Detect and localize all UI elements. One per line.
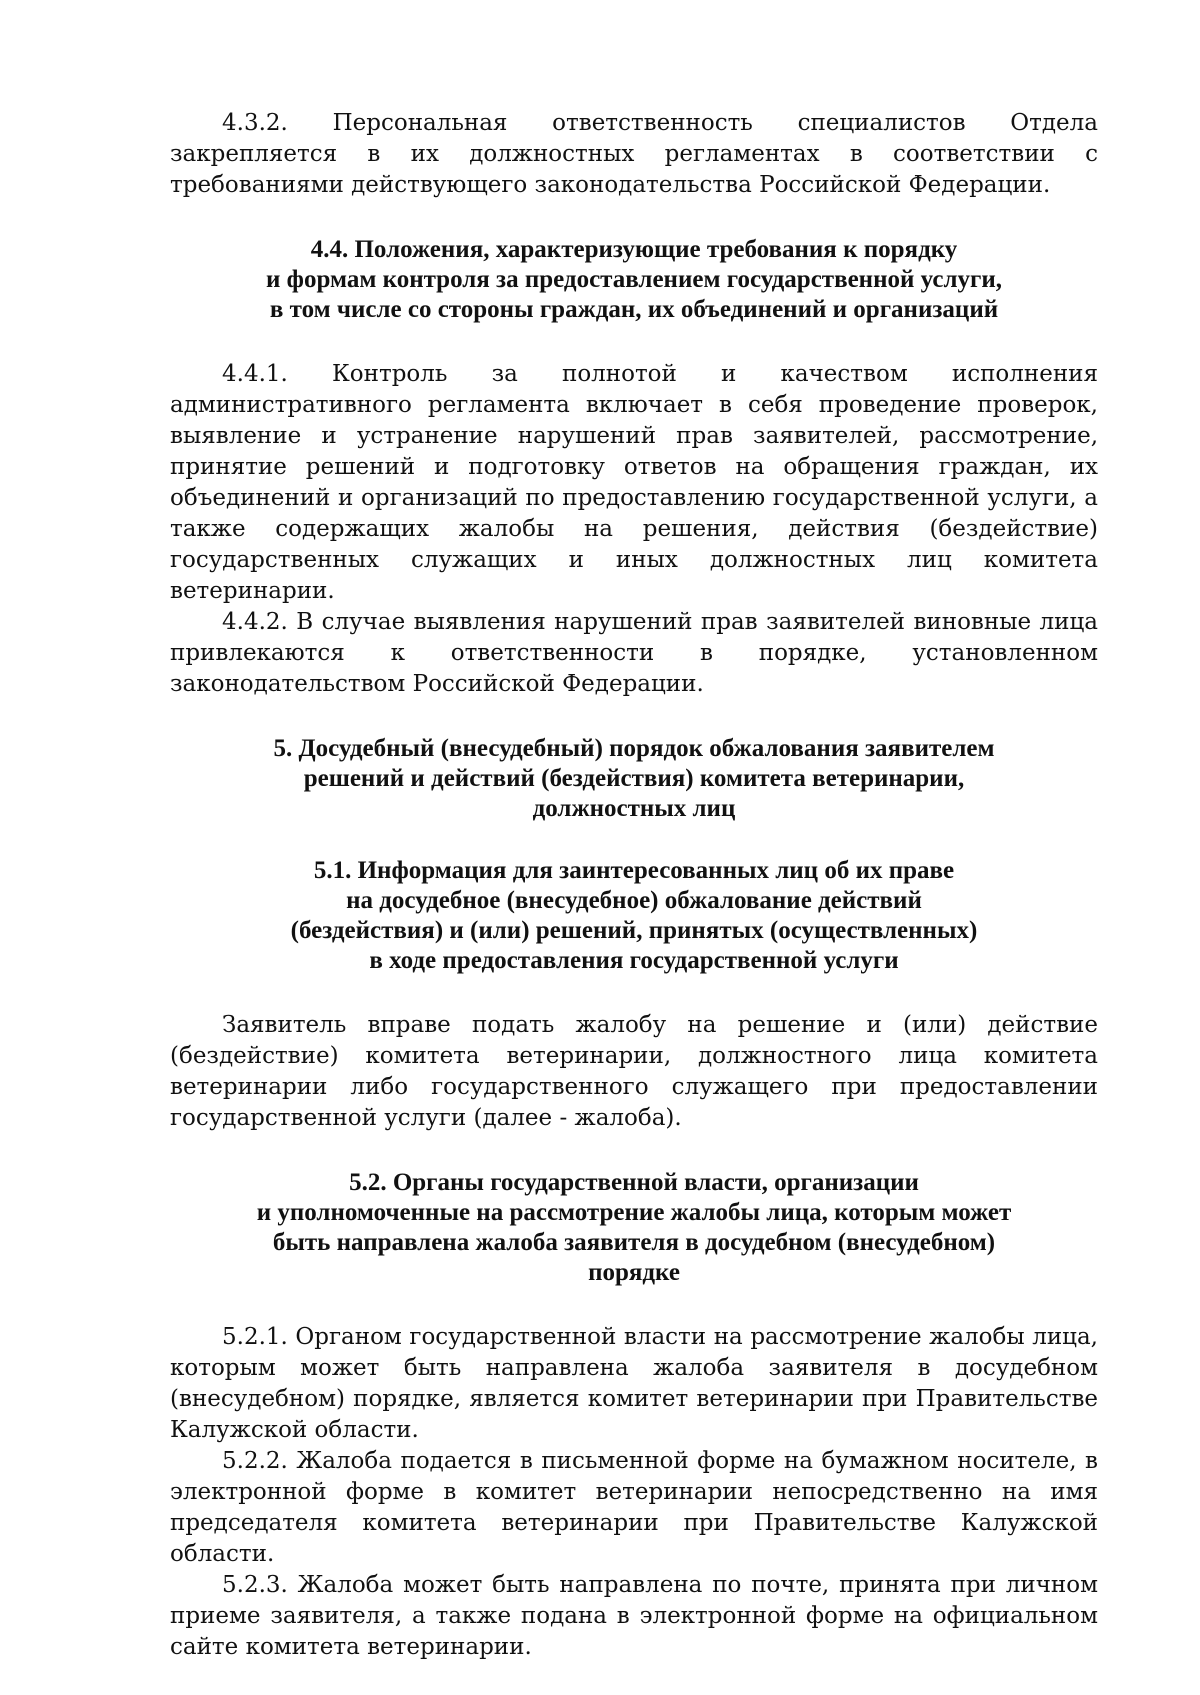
heading-5-2-line-3: быть направлена жалоба заявителя в досудебном (внесудебном) [272, 1229, 996, 1256]
heading-5-2-line-2: и уполномоченные на рассмотрение жалобы лица, которым может [256, 1199, 1012, 1226]
heading-5-1-line-1: 5.1. Информация для заинтересованных лиц об их праве [313, 857, 955, 884]
heading-5-line-3: должностных лиц [532, 795, 736, 822]
paragraph-4-4-2: 4.4.2. В случае выявления нарушений прав заявителей виновные лица привлекаются к ответственности в порядке, установленном законодательством Российской Федерации. [170, 609, 1098, 697]
heading-4-4 [170, 235, 1098, 325]
paragraph-5-1: Заявитель вправе подать жалобу на решение и (или) действие (бездействие) комитета ветеринарии, должностного лица комитета ветеринарии либо государственного служащего при предоставлении государственной услуги (далее - жалоба). [170, 1012, 1098, 1131]
heading-5-1-line-4: в ходе предоставления государственной услуги [369, 947, 899, 974]
heading-4-4-line-3: в том числе со стороны граждан, их объединений и организаций [269, 296, 999, 323]
heading-5-2-line-4: порядке [588, 1259, 680, 1286]
paragraph-4-4-1: 4.4.1. Контроль за полнотой и качеством исполнения административного регламента включает в себя проведение проверок, выявление и устранение нарушений прав заявителей, рассмотрение, принятие решений и подготовку ответов на обращения граждан, их объединений и организаций по предоставлению государственной услуги, а также содержащих жалобы на решения, действия (бездействие) государственных служащих и иных должностных лиц комитета ветеринарии. [170, 361, 1098, 604]
paragraph-5-2-3: 5.2.3. Жалоба может быть направлена по почте, принята при личном приеме заявителя, а также подана в электронной форме на официальном сайте комитета ветеринарии. [170, 1572, 1098, 1660]
heading-5-2-line-1: 5.2. Органы государственной власти, организации [349, 1169, 919, 1196]
heading-5-1-line-3: (бездействия) и (или) решений, принятых (осуществленных) [290, 917, 978, 944]
heading-5-2 [170, 1168, 1098, 1288]
heading-5-1 [170, 856, 1098, 976]
paragraph-5-2-1: 5.2.1. Органом государственной власти на рассмотрение жалобы лица, которым может быть направлена жалоба заявителя в досудебном (внесудебном) порядке, является комитет ветеринарии при Правительстве Калужской области. [170, 1324, 1098, 1443]
paragraph-5-2-2: 5.2.2. Жалоба подается в письменной форме на бумажном носителе, в электронной форме в комитет ветеринарии непосредственно на имя председателя комитета ветеринарии при Правительстве Калужской области. [170, 1448, 1098, 1567]
paragraph-4-3-2: 4.3.2. Персональная ответственность специалистов Отдела закрепляется в их должностных регламентах в соответствии с требованиями действующего законодательства Российской Федерации. [170, 110, 1098, 198]
heading-4-4-line-2: и формам контроля за предоставлением государственной услуги, [266, 266, 1002, 293]
heading-4-4-line-1: 4.4. Положения, характеризующие требования к порядку [310, 236, 958, 263]
document-page [170, 108, 1098, 1663]
heading-5-line-1: 5. Досудебный (внесудебный) порядок обжалования заявителем [273, 735, 995, 762]
heading-5-line-2: решений и действий (бездействия) комитета ветеринарии, [303, 765, 965, 792]
heading-5 [170, 734, 1098, 824]
heading-5-1-line-2: на досудебное (внесудебное) обжалование действий [346, 887, 922, 914]
